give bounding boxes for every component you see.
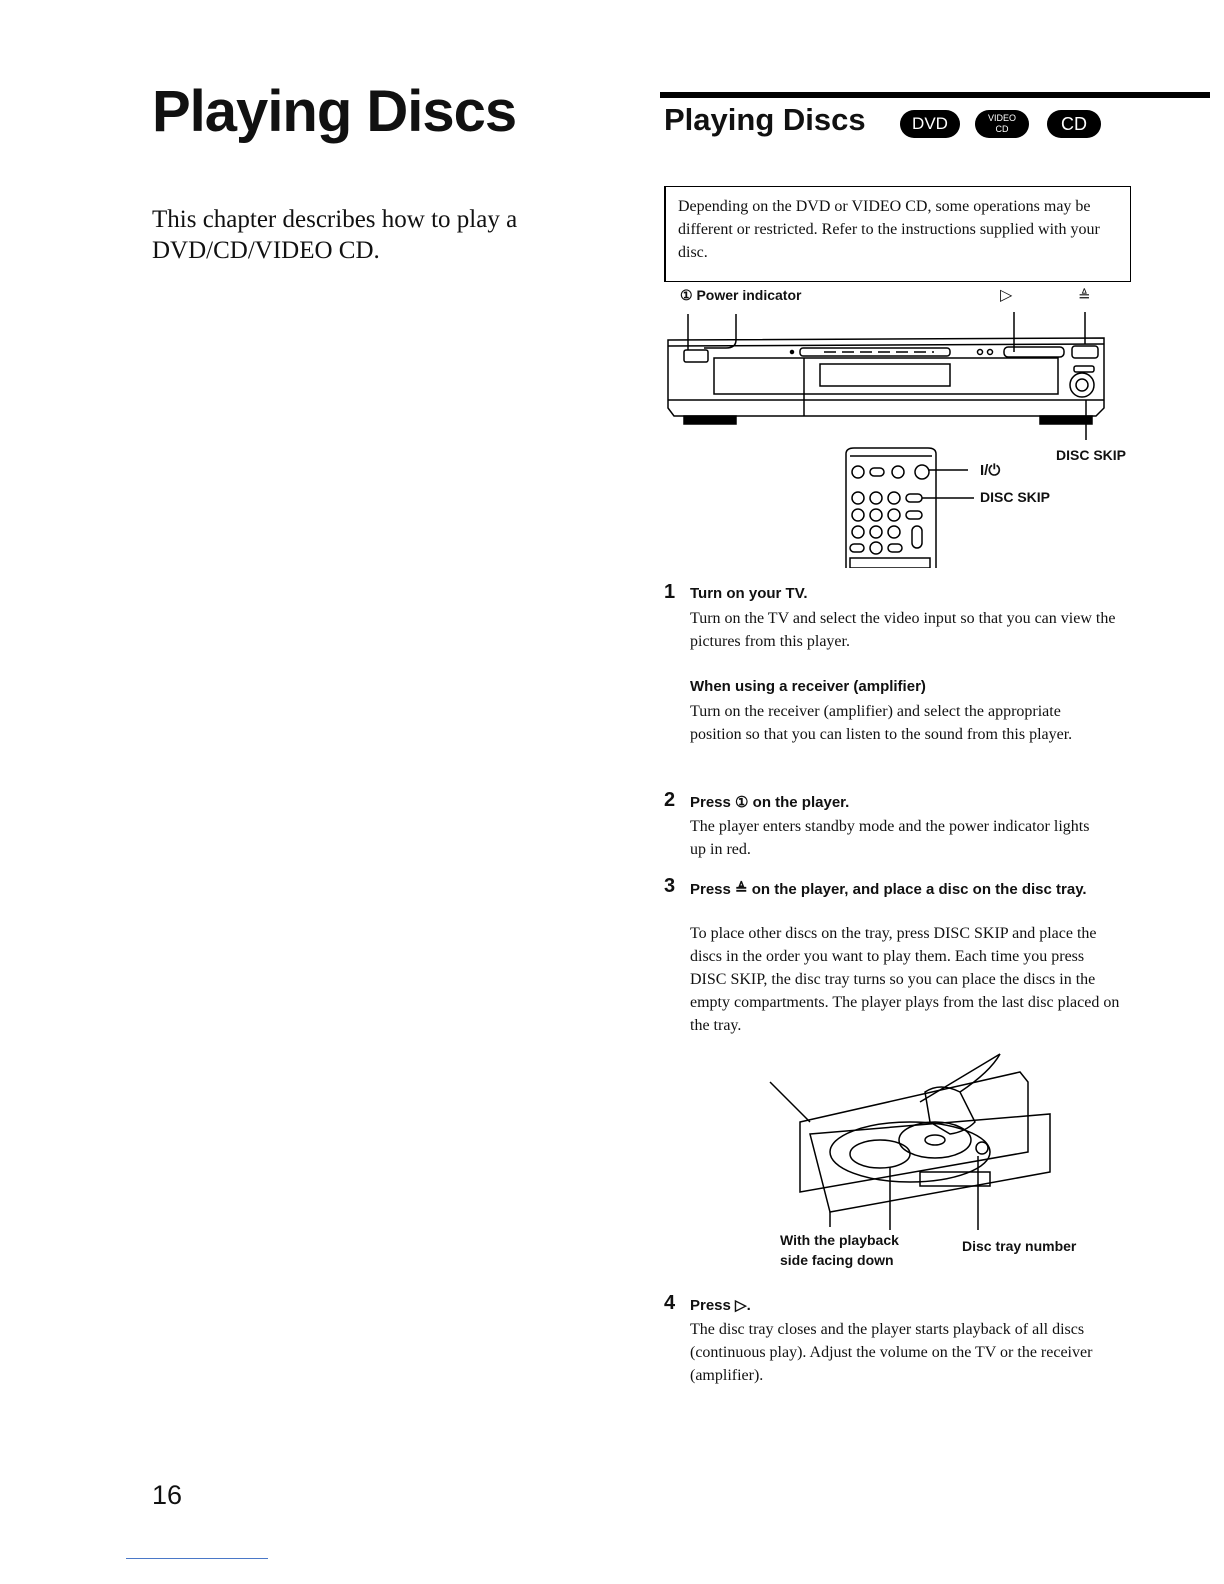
disc-tray-illustration: [760, 1052, 1060, 1232]
note-box: Depending on the DVD or VIDEO CD, some operations may be different or restricted. Refer to the instructions supplied with your disc.: [664, 186, 1131, 282]
section-top-rule: [660, 92, 1210, 98]
remote-control-illustration: [844, 446, 984, 568]
video-cd-badge-line1: VIDEO: [987, 113, 1016, 123]
chapter-description: This chapter describes how to play a DVD/CD/VIDEO CD.: [152, 206, 518, 264]
power-indicator-label: ① Power indicator: [680, 287, 802, 303]
play-symbol-label: ▷: [1000, 287, 1013, 304]
playback-side-label-line1: With the playback: [780, 1232, 899, 1248]
cd-badge: CD: [1047, 110, 1101, 138]
step-2-number: 2: [664, 789, 676, 811]
step-2-body: The player enters standby mode and the power indicator lights up in red.: [690, 818, 1090, 858]
step-4-heading: Press ▷.: [690, 1297, 751, 1314]
step-1-subheading: When using a receiver (amplifier): [690, 678, 926, 695]
disc-skip-label-remote: DISC SKIP: [980, 489, 1051, 505]
dvd-badge: DVD: [900, 110, 960, 138]
step-4-number: 4: [664, 1292, 676, 1314]
section-title: Playing Discs: [664, 102, 866, 137]
playback-side-label: [780, 1230, 899, 1270]
footer-rule: [126, 1558, 268, 1559]
disc-tray-number-label: Disc tray number: [962, 1238, 1077, 1254]
step-3-number: 3: [664, 875, 676, 897]
disc-skip-label-player: DISC SKIP: [1056, 447, 1127, 463]
power-label-remote: I/⏻: [980, 462, 1001, 479]
step-1-number: 1: [664, 581, 676, 603]
playback-side-label-line2: side facing down: [780, 1252, 894, 1268]
video-cd-badge-line2: CD: [995, 124, 1009, 134]
video-cd-badge: [975, 110, 1029, 138]
step-3-body: To place other discs on the tray, press DISC SKIP and place the discs in the order you want to play them. Each time you press DISC SKIP, the disc tray turns so you can place the discs in the empty compartments. The player plays from the last disc placed on the tray.: [690, 925, 1120, 1034]
step-3-heading: Press ≜ on the player, and place a disc on the disc tray.: [690, 881, 1087, 898]
step-1-sub-body: Turn on the receiver (amplifier) and select the appropriate position so that you can listen to the sound from this player.: [690, 703, 1073, 743]
step-4-body: The disc tray closes and the player starts playback of all discs (continuous play). Adjust the volume on the TV or the receiver (amplifier).: [690, 1321, 1093, 1384]
step-2-heading: Press ① on the player.: [690, 794, 850, 811]
chapter-title: Playing Discs: [152, 79, 517, 144]
step-1-heading: Turn on your TV.: [690, 585, 808, 602]
page-number: 16: [152, 1480, 183, 1510]
eject-symbol-label: ≜: [1078, 288, 1091, 305]
player-front-illustration: [664, 300, 1114, 440]
step-1-body: Turn on the TV and select the video input so that you can view the pictures from this player.: [690, 610, 1116, 650]
